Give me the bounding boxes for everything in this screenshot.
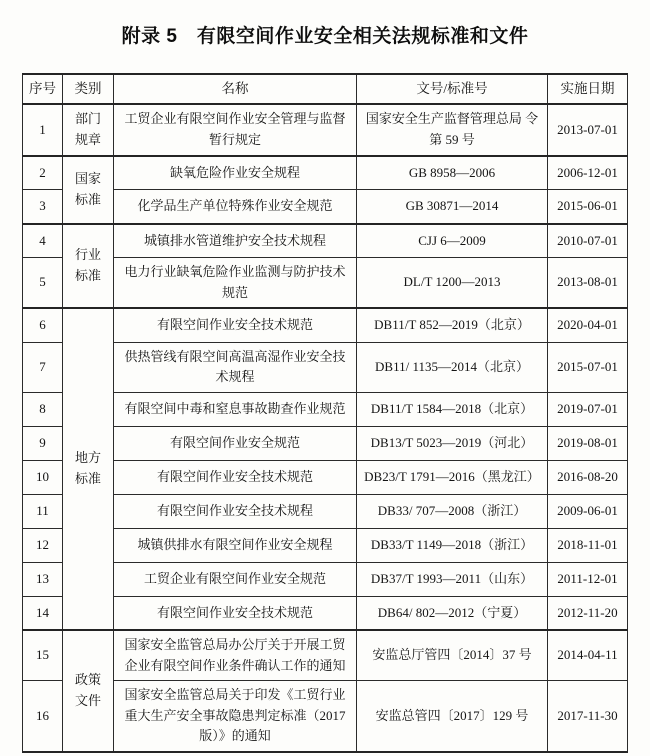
table-row bbox=[23, 156, 628, 190]
date-cell: 2010-07-01 bbox=[548, 224, 628, 258]
name-cell: 工贸企业有限空间作业安全规范 bbox=[114, 562, 357, 596]
name-cell: 有限空间作业安全技术规程 bbox=[114, 494, 357, 528]
date-cell: 2009-06-01 bbox=[548, 494, 628, 528]
doc-number-cell: GB 30871—2014 bbox=[357, 190, 548, 224]
header-cell-name: 名称 bbox=[114, 74, 357, 104]
table-row bbox=[23, 460, 628, 494]
regulations-table bbox=[22, 73, 628, 753]
doc-number-cell: DB37/T 1993—2011（山东） bbox=[357, 562, 548, 596]
date-cell: 2019-07-01 bbox=[548, 392, 628, 426]
row-number-cell: 9 bbox=[23, 426, 63, 460]
table-row bbox=[23, 342, 628, 392]
name-cell: 电力行业缺氧危险作业监测与防护技术规范 bbox=[114, 258, 357, 309]
doc-number-cell: DB13/T 5023—2019（河北） bbox=[357, 426, 548, 460]
doc-number-cell: DB11/ 1135—2014（北京） bbox=[357, 342, 548, 392]
date-cell: 2014-04-11 bbox=[548, 630, 628, 681]
table-row bbox=[23, 190, 628, 224]
category-label: 行业标准 bbox=[75, 247, 102, 283]
date-cell: 2006-12-01 bbox=[548, 156, 628, 190]
table-row bbox=[23, 528, 628, 562]
header-cell-doc: 文号/标准号 bbox=[357, 74, 548, 104]
name-cell: 有限空间作业安全技术规范 bbox=[114, 460, 357, 494]
row-number-cell: 1 bbox=[23, 104, 63, 156]
date-cell: 2013-07-01 bbox=[548, 104, 628, 156]
row-number-cell: 2 bbox=[23, 156, 63, 190]
category-label: 国家标准 bbox=[75, 170, 102, 207]
table-row bbox=[23, 392, 628, 426]
table-row bbox=[23, 494, 628, 528]
date-cell: 2018-11-01 bbox=[548, 528, 628, 562]
row-number-cell: 7 bbox=[23, 342, 63, 392]
category-cell bbox=[63, 156, 114, 224]
doc-number-cell: DB33/T 1149—2018（浙江） bbox=[357, 528, 548, 562]
name-cell: 工贸企业有限空间作业安全管理与监督暂行规定 bbox=[114, 104, 357, 156]
date-cell: 2020-04-01 bbox=[548, 308, 628, 342]
header-cell-date: 实施日期 bbox=[548, 74, 628, 104]
table-row bbox=[23, 562, 628, 596]
date-cell: 2015-06-01 bbox=[548, 190, 628, 224]
name-cell: 国家安全监管总局关于印发《工贸行业重大生产安全事故隐患判定标准（2017版）》的通知 bbox=[114, 681, 357, 752]
category-label: 部门规章 bbox=[75, 111, 102, 147]
category-label: 地方标准 bbox=[75, 450, 102, 487]
row-number-cell: 13 bbox=[23, 562, 63, 596]
doc-number-cell: GB 8958—2006 bbox=[357, 156, 548, 190]
category-cell bbox=[63, 630, 114, 752]
date-cell: 2019-08-01 bbox=[548, 426, 628, 460]
table-row bbox=[23, 308, 628, 342]
row-number-cell: 16 bbox=[23, 681, 63, 752]
row-number-cell: 6 bbox=[23, 308, 63, 342]
doc-number-cell: DL/T 1200—2013 bbox=[357, 258, 548, 309]
date-cell: 2017-11-30 bbox=[548, 681, 628, 752]
page-title: 附录 5 有限空间作业安全相关法规标准和文件 bbox=[121, 26, 529, 47]
date-cell: 2011-12-01 bbox=[548, 562, 628, 596]
category-cell bbox=[63, 224, 114, 309]
table-header-row bbox=[23, 74, 628, 104]
doc-number-cell: 国家安全生产监督管理总局 令第 59 号 bbox=[357, 104, 548, 156]
doc-number-cell: CJJ 6—2009 bbox=[357, 224, 548, 258]
doc-number-cell: DB23/T 1791—2016（黑龙江） bbox=[357, 460, 548, 494]
table-row bbox=[23, 681, 628, 752]
row-number-cell: 15 bbox=[23, 630, 63, 681]
name-cell: 国家安全监管总局办公厅关于开展工贸企业有限空间作业条件确认工作的通知 bbox=[114, 630, 357, 681]
category-label: 政策文件 bbox=[75, 672, 102, 709]
date-cell: 2016-08-20 bbox=[548, 460, 628, 494]
name-cell: 有限空间作业安全技术规范 bbox=[114, 308, 357, 342]
table-row bbox=[23, 104, 628, 156]
row-number-cell: 12 bbox=[23, 528, 63, 562]
header-cell-no: 序号 bbox=[23, 74, 63, 104]
name-cell: 城镇供排水有限空间作业安全规程 bbox=[114, 528, 357, 562]
doc-number-cell: DB11/T 852—2019（北京） bbox=[357, 308, 548, 342]
doc-number-cell: DB11/T 1584—2018（北京） bbox=[357, 392, 548, 426]
table-row bbox=[23, 224, 628, 258]
name-cell: 化学品生产单位特殊作业安全规范 bbox=[114, 190, 357, 224]
date-cell: 2015-07-01 bbox=[548, 342, 628, 392]
row-number-cell: 8 bbox=[23, 392, 63, 426]
name-cell: 缺氧危险作业安全规程 bbox=[114, 156, 357, 190]
row-number-cell: 14 bbox=[23, 596, 63, 630]
row-number-cell: 10 bbox=[23, 460, 63, 494]
category-cell bbox=[63, 104, 114, 156]
name-cell: 有限空间作业安全技术规范 bbox=[114, 596, 357, 630]
table-row bbox=[23, 258, 628, 309]
name-cell: 有限空间作业安全规范 bbox=[114, 426, 357, 460]
header-cell-category: 类别 bbox=[63, 74, 114, 104]
doc-number-cell: 安监总厅管四〔2014〕37 号 bbox=[357, 630, 548, 681]
doc-number-cell: DB33/ 707—2008（浙江） bbox=[357, 494, 548, 528]
row-number-cell: 4 bbox=[23, 224, 63, 258]
name-cell: 供热管线有限空间高温高湿作业安全技术规程 bbox=[114, 342, 357, 392]
doc-number-cell: DB64/ 802—2012（宁夏） bbox=[357, 596, 548, 630]
table-row bbox=[23, 426, 628, 460]
name-cell: 有限空间中毒和窒息事故勘查作业规范 bbox=[114, 392, 357, 426]
date-cell: 2012-11-20 bbox=[548, 596, 628, 630]
name-cell: 城镇排水管道维护安全技术规程 bbox=[114, 224, 357, 258]
doc-number-cell: 安监总管四〔2017〕129 号 bbox=[357, 681, 548, 752]
category-cell bbox=[63, 308, 114, 630]
row-number-cell: 3 bbox=[23, 190, 63, 224]
table-row bbox=[23, 596, 628, 630]
row-number-cell: 5 bbox=[23, 258, 63, 309]
date-cell: 2013-08-01 bbox=[548, 258, 628, 309]
table-row bbox=[23, 630, 628, 681]
row-number-cell: 11 bbox=[23, 494, 63, 528]
